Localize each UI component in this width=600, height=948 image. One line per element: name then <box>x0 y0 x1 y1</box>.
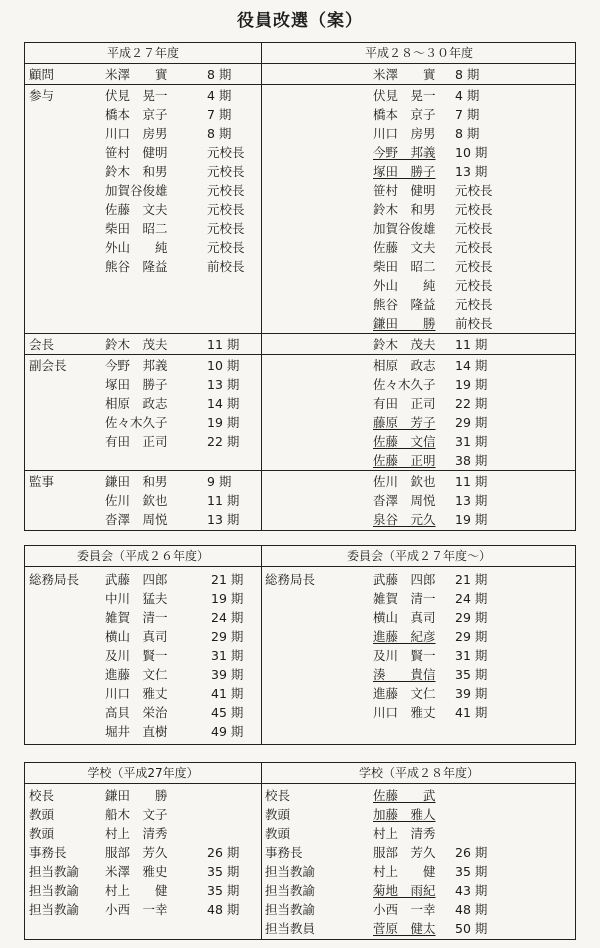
staff-name: 村上 清秀 <box>105 826 168 841</box>
member-name: 藤原 芳子 <box>373 415 436 430</box>
table-row <box>25 143 575 162</box>
staff-name: 米澤 雅史 <box>105 864 168 879</box>
member-term: 14 期 <box>207 396 240 411</box>
member-name: 泉谷 元久 <box>373 512 436 527</box>
table-row <box>25 665 575 684</box>
member-term: 8 期 <box>455 67 480 82</box>
role-label: 会長 <box>29 337 55 352</box>
member-term: 39 期 <box>455 686 488 701</box>
member-term: 元校長 <box>455 240 493 255</box>
member-name: 柴田 昭二 <box>373 259 436 274</box>
header-divider <box>25 566 575 567</box>
staff-term: 50 期 <box>455 921 488 936</box>
member-name: 佐藤 正明 <box>373 453 436 468</box>
member-name: 雑賀 清一 <box>105 610 168 625</box>
table-row <box>25 627 575 646</box>
member-name: 横山 真司 <box>373 610 436 625</box>
member-term: 7 期 <box>207 107 232 122</box>
member-term: 11 期 <box>207 337 240 352</box>
table-row <box>25 608 575 627</box>
officers-right-header: 平成２８～３０年度 <box>364 46 473 60</box>
member-term: 19 期 <box>207 415 240 430</box>
member-term: 24 期 <box>211 610 244 625</box>
staff-role: 事務長 <box>29 845 67 860</box>
member-name: 米澤 實 <box>373 67 436 82</box>
member-term: 8 期 <box>207 67 232 82</box>
table-row <box>25 646 575 665</box>
table-row <box>25 472 575 491</box>
member-term: 24 期 <box>455 591 488 606</box>
table-row <box>25 881 575 900</box>
member-name: 堀井 直樹 <box>105 724 168 739</box>
role-label: 監事 <box>29 474 55 489</box>
member-name: 相原 政志 <box>105 396 168 411</box>
header-divider <box>25 63 575 64</box>
member-term: 29 期 <box>455 610 488 625</box>
member-term: 元校長 <box>207 240 245 255</box>
member-term: 元校長 <box>455 221 493 236</box>
member-name: 伏見 晃一 <box>105 88 168 103</box>
member-name: 佐藤 文夫 <box>105 202 168 217</box>
member-name: 熊谷 隆益 <box>105 259 168 274</box>
member-term: 22 期 <box>455 396 488 411</box>
member-term: 前校長 <box>455 316 493 331</box>
member-name: 鈴木 和男 <box>105 164 168 179</box>
member-name: 加賀谷俊雄 <box>105 183 168 198</box>
staff-term: 26 期 <box>207 845 240 860</box>
table-row <box>25 843 575 862</box>
section-divider <box>25 84 575 85</box>
member-name: 有田 正司 <box>105 434 168 449</box>
member-name: 及川 賢一 <box>105 648 168 663</box>
table-row <box>25 805 575 824</box>
member-name: 伏見 晃一 <box>373 88 436 103</box>
member-name: 鈴木 茂夫 <box>105 337 168 352</box>
table-row <box>25 219 575 238</box>
member-term: 39 期 <box>211 667 244 682</box>
table-row <box>25 181 575 200</box>
member-name: 湊 貴信 <box>373 667 436 682</box>
member-term: 19 期 <box>455 377 488 392</box>
section-divider <box>25 333 575 334</box>
member-term: 14 期 <box>455 358 488 373</box>
member-name: 有田 正司 <box>373 396 436 411</box>
member-term: 元校長 <box>455 297 493 312</box>
member-term: 29 期 <box>455 629 488 644</box>
member-name: 米澤 實 <box>105 67 168 82</box>
member-term: 10 期 <box>455 145 488 160</box>
member-name: 川口 房男 <box>105 126 168 141</box>
staff-role: 担当教諭 <box>29 864 80 879</box>
member-term: 38 期 <box>455 453 488 468</box>
table-row <box>25 86 575 105</box>
member-name: 横山 真司 <box>105 629 168 644</box>
officers-left-header: 平成２７年度 <box>106 46 179 60</box>
member-name: 中川 猛夫 <box>105 591 168 606</box>
table-row <box>25 786 575 805</box>
staff-role: 校長 <box>265 788 291 803</box>
committee-right-header: 委員会（平成２７年度～） <box>346 549 491 563</box>
member-name: 加賀谷俊雄 <box>373 221 436 236</box>
table-row <box>25 314 575 333</box>
table-row <box>25 451 575 470</box>
member-name: 佐藤 文信 <box>373 434 436 449</box>
member-name: 佐川 欽也 <box>105 493 168 508</box>
table-row <box>25 276 575 295</box>
staff-name: 服部 芳久 <box>373 845 436 860</box>
member-term: 4 期 <box>455 88 480 103</box>
school-left-header: 学校（平成27年度） <box>87 766 199 780</box>
member-term: 13 期 <box>455 493 488 508</box>
staff-name: 小西 一幸 <box>105 902 168 917</box>
staff-role: 担当教諭 <box>29 902 80 917</box>
member-name: 今野 邦義 <box>373 145 436 160</box>
table-row <box>25 238 575 257</box>
committee-table <box>24 545 576 745</box>
school-right-header: 学校（平成２８年度） <box>358 766 479 780</box>
section-divider <box>25 470 575 471</box>
member-term: 元校長 <box>207 164 245 179</box>
member-term: 元校長 <box>207 221 245 236</box>
member-name: 佐々木久子 <box>105 415 168 430</box>
member-name: 沓澤 周悦 <box>105 512 168 527</box>
member-term: 31 期 <box>211 648 244 663</box>
staff-role: 校長 <box>29 788 55 803</box>
member-name: 塚田 勝子 <box>105 377 168 392</box>
member-name: 鎌田 勝 <box>373 316 436 331</box>
member-name: 雑賀 清一 <box>373 591 436 606</box>
member-name: 鈴木 茂夫 <box>373 337 436 352</box>
member-name: 進藤 文仁 <box>105 667 168 682</box>
member-term: 35 期 <box>455 667 488 682</box>
staff-role: 教頭 <box>265 826 291 841</box>
table-row <box>25 124 575 143</box>
member-name: 進藤 文仁 <box>373 686 436 701</box>
table-row <box>25 900 575 919</box>
table-row <box>25 162 575 181</box>
staff-term: 26 期 <box>455 845 488 860</box>
school-table <box>24 762 576 940</box>
table-row <box>25 413 575 432</box>
staff-role: 教頭 <box>265 807 291 822</box>
table-row <box>25 200 575 219</box>
member-name: 川口 雅丈 <box>105 686 168 701</box>
member-name: 笹村 健明 <box>373 183 436 198</box>
staff-term: 35 期 <box>207 864 240 879</box>
member-term: 21 期 <box>211 572 244 587</box>
staff-role: 担当教諭 <box>29 883 80 898</box>
role-label: 参与 <box>29 88 55 103</box>
committee-left-header: 委員会（平成２６年度） <box>76 549 209 563</box>
header-divider <box>25 783 575 784</box>
member-term: 4 期 <box>207 88 232 103</box>
member-term: 19 期 <box>211 591 244 606</box>
staff-role: 事務長 <box>265 845 303 860</box>
table-row <box>25 375 575 394</box>
table-row <box>25 432 575 451</box>
member-name: 川口 房男 <box>373 126 436 141</box>
member-name: 佐川 欽也 <box>373 474 436 489</box>
role-label: 総務局長 <box>29 572 80 587</box>
staff-role: 担当教員 <box>265 921 316 936</box>
staff-name: 佐藤 武 <box>373 788 436 803</box>
table-row <box>25 589 575 608</box>
member-name: 鎌田 和男 <box>105 474 168 489</box>
staff-name: 服部 芳久 <box>105 845 168 860</box>
member-term: 41 期 <box>211 686 244 701</box>
table-row <box>25 510 575 529</box>
member-term: 22 期 <box>207 434 240 449</box>
table-row <box>25 394 575 413</box>
member-name: 武藤 四郎 <box>373 572 436 587</box>
table-row <box>25 491 575 510</box>
member-term: 31 期 <box>455 434 488 449</box>
member-name: 今野 邦義 <box>105 358 168 373</box>
member-term: 元校長 <box>455 183 493 198</box>
member-name: 笹村 健明 <box>105 145 168 160</box>
member-term: 元校長 <box>207 145 245 160</box>
member-term: 13 期 <box>207 377 240 392</box>
member-term: 41 期 <box>455 705 488 720</box>
member-term: 13 期 <box>207 512 240 527</box>
member-term: 31 期 <box>455 648 488 663</box>
member-term: 19 期 <box>455 512 488 527</box>
member-name: 佐々木久子 <box>373 377 436 392</box>
member-term: 9 期 <box>207 474 232 489</box>
member-name: 外山 純 <box>105 240 168 255</box>
staff-term: 35 期 <box>455 864 488 879</box>
member-name: 鈴木 和男 <box>373 202 436 217</box>
member-name: 佐藤 文夫 <box>373 240 436 255</box>
table-row <box>25 703 575 722</box>
staff-role: 担当教諭 <box>265 883 316 898</box>
member-term: 49 期 <box>211 724 244 739</box>
member-term: 元校長 <box>455 259 493 274</box>
member-term: 8 期 <box>207 126 232 141</box>
staff-name: 村上 健 <box>373 864 436 879</box>
member-name: 塚田 勝子 <box>373 164 436 179</box>
member-name: 進藤 紀彦 <box>373 629 436 644</box>
member-term: 8 期 <box>455 126 480 141</box>
staff-term: 43 期 <box>455 883 488 898</box>
table-row <box>25 105 575 124</box>
member-name: 相原 政志 <box>373 358 436 373</box>
staff-term: 48 期 <box>455 902 488 917</box>
member-term: 元校長 <box>455 278 493 293</box>
staff-name: 村上 清秀 <box>373 826 436 841</box>
table-row <box>25 862 575 881</box>
member-name: 柴田 昭二 <box>105 221 168 236</box>
member-name: 及川 賢一 <box>373 648 436 663</box>
member-term: 元校長 <box>455 202 493 217</box>
officers-table <box>24 42 576 531</box>
staff-name: 菅原 健太 <box>373 921 436 936</box>
member-term: 29 期 <box>455 415 488 430</box>
member-name: 武藤 四郎 <box>105 572 168 587</box>
member-term: 元校長 <box>207 202 245 217</box>
role-label: 副会長 <box>29 358 67 373</box>
member-term: 前校長 <box>207 259 245 274</box>
page-title: 役員改選（案） <box>237 11 363 31</box>
staff-role: 担当教諭 <box>265 864 316 879</box>
member-term: 13 期 <box>455 164 488 179</box>
staff-role: 教頭 <box>29 826 55 841</box>
staff-name: 菊地 雨紀 <box>373 883 436 898</box>
staff-name: 船木 文子 <box>105 807 168 822</box>
member-name: 沓澤 周悦 <box>373 493 436 508</box>
member-name: 熊谷 隆益 <box>373 297 436 312</box>
staff-role: 担当教諭 <box>265 902 316 917</box>
table-row <box>25 919 575 938</box>
member-term: 21 期 <box>455 572 488 587</box>
table-row <box>25 257 575 276</box>
staff-name: 鎌田 勝 <box>105 788 168 803</box>
section-divider <box>25 354 575 355</box>
table-row <box>25 335 575 354</box>
member-term: 45 期 <box>211 705 244 720</box>
table-row <box>25 356 575 375</box>
staff-name: 村上 健 <box>105 883 168 898</box>
table-row <box>25 570 575 589</box>
member-name: 橋本 京子 <box>105 107 168 122</box>
staff-term: 35 期 <box>207 883 240 898</box>
table-row <box>25 684 575 703</box>
member-term: 10 期 <box>207 358 240 373</box>
staff-term: 48 期 <box>207 902 240 917</box>
table-row <box>25 722 575 741</box>
staff-role: 教頭 <box>29 807 55 822</box>
member-term: 11 期 <box>207 493 240 508</box>
member-term: 元校長 <box>207 183 245 198</box>
staff-name: 加藤 雅人 <box>373 807 436 822</box>
staff-name: 小西 一幸 <box>373 902 436 917</box>
member-name: 高貝 栄治 <box>105 705 168 720</box>
member-name: 外山 純 <box>373 278 436 293</box>
member-term: 11 期 <box>455 474 488 489</box>
member-name: 橋本 京子 <box>373 107 436 122</box>
member-term: 7 期 <box>455 107 480 122</box>
member-term: 29 期 <box>211 629 244 644</box>
member-name: 川口 雅丈 <box>373 705 436 720</box>
role-label: 総務局長 <box>265 572 316 587</box>
role-label: 顧問 <box>29 67 55 82</box>
table-row <box>25 295 575 314</box>
table-row <box>25 65 575 84</box>
table-row <box>25 824 575 843</box>
member-term: 11 期 <box>455 337 488 352</box>
